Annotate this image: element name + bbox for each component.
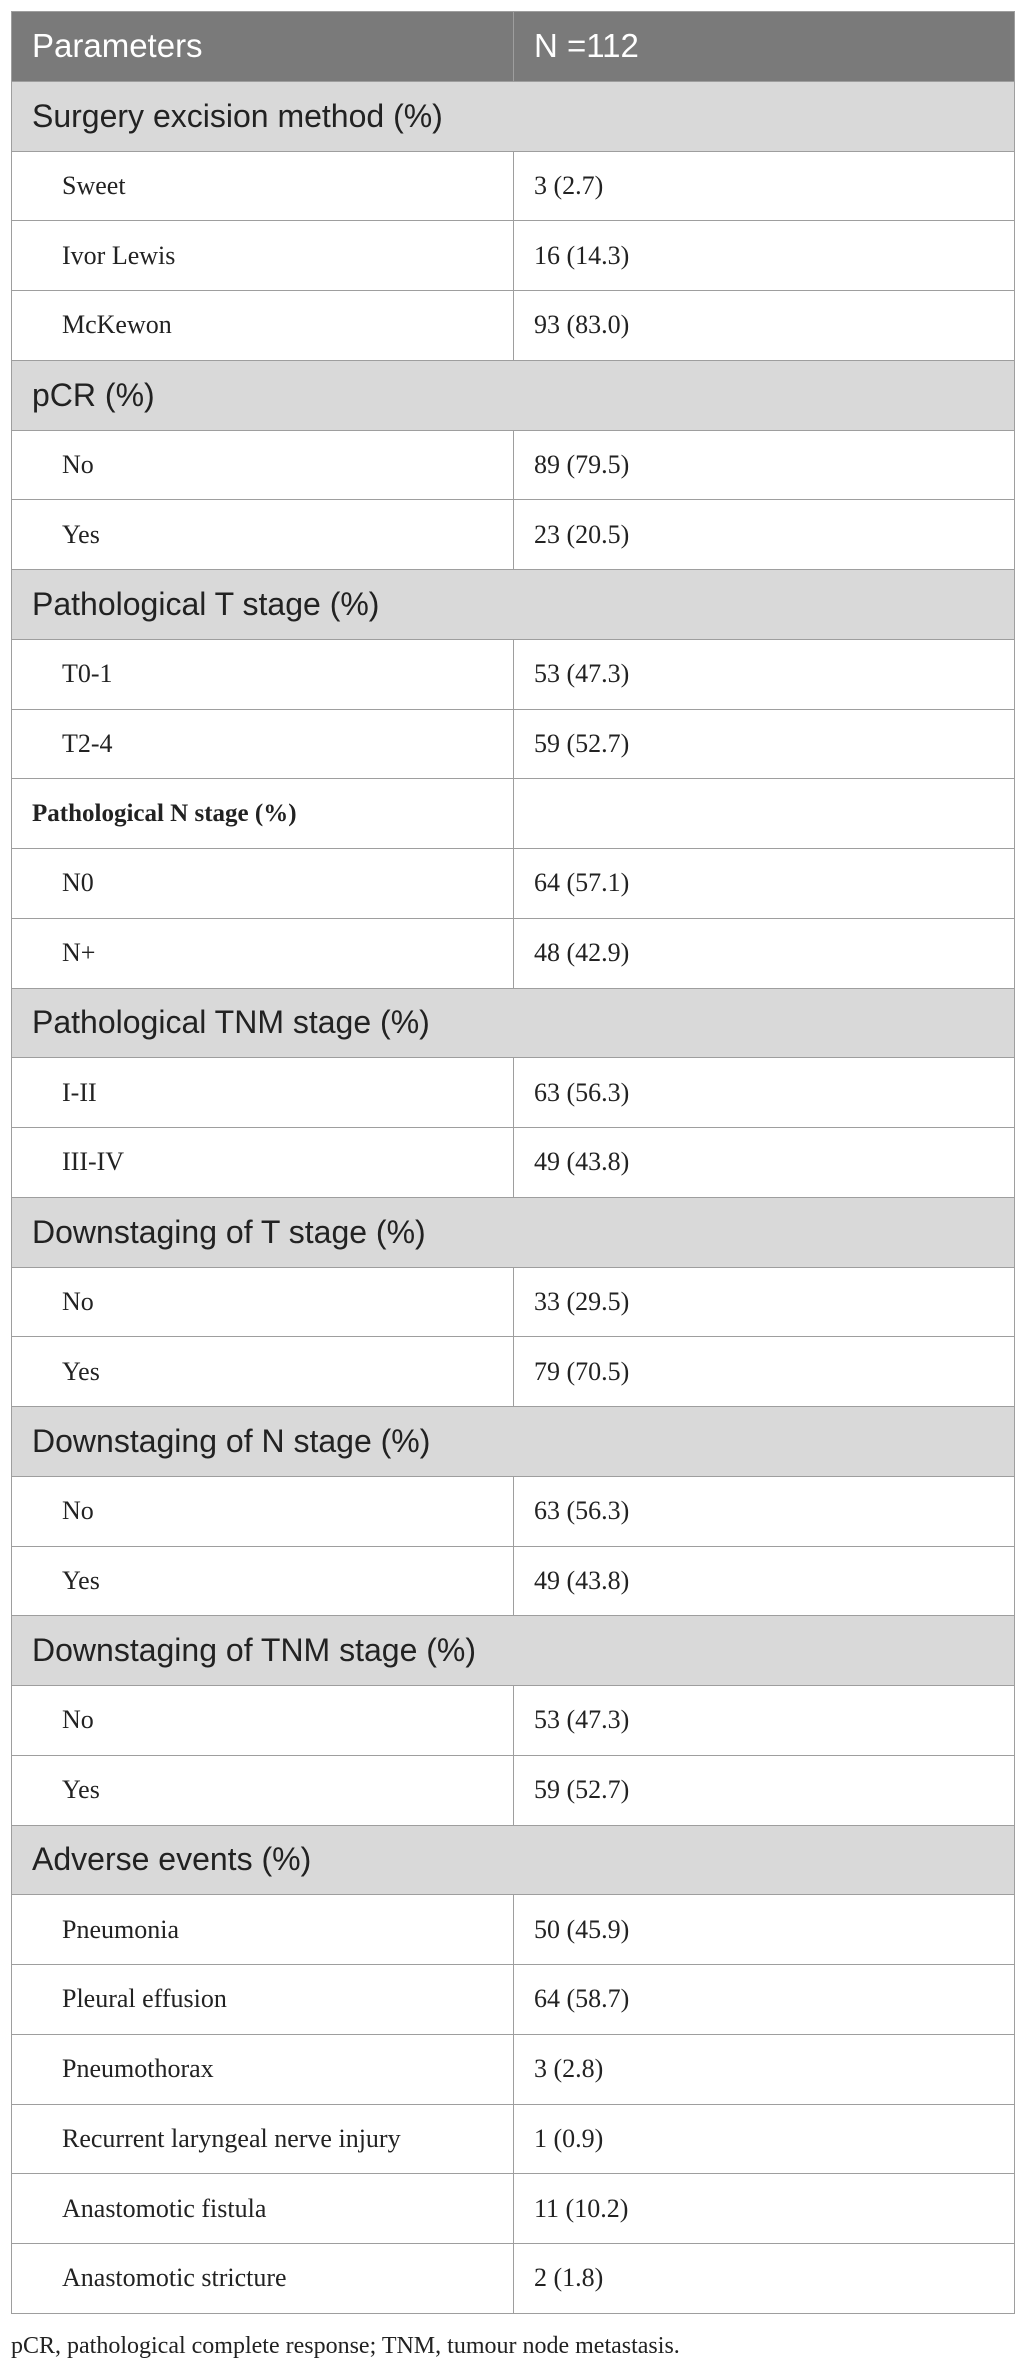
row-label: McKewon bbox=[12, 291, 514, 361]
section-title: pCR (%) bbox=[12, 360, 1015, 430]
row-value: 23 (20.5) bbox=[514, 500, 1015, 570]
section-title: Downstaging of N stage (%) bbox=[12, 1407, 1015, 1477]
row-value: 3 (2.8) bbox=[514, 2034, 1015, 2104]
row-label: Anastomotic stricture bbox=[12, 2244, 514, 2314]
row-value: 53 (47.3) bbox=[514, 1686, 1015, 1756]
table-row bbox=[12, 151, 1015, 221]
table-row bbox=[12, 1476, 1015, 1546]
table-row bbox=[12, 1267, 1015, 1337]
row-value: 49 (43.8) bbox=[514, 1128, 1015, 1198]
table-footnote: pCR, pathological complete response; TNM, tumour node metastasis. bbox=[11, 2333, 680, 2359]
empty-cell bbox=[514, 779, 1015, 849]
table-row bbox=[12, 291, 1015, 361]
table-row bbox=[12, 2244, 1015, 2314]
row-value: 49 (43.8) bbox=[514, 1546, 1015, 1616]
table-row bbox=[12, 1895, 1015, 1965]
table-row bbox=[12, 1058, 1015, 1128]
row-label: Pneumonia bbox=[12, 1895, 514, 1965]
row-value: 50 (45.9) bbox=[514, 1895, 1015, 1965]
row-label: Yes bbox=[12, 1337, 514, 1407]
section-row bbox=[12, 1407, 1015, 1477]
table-row bbox=[12, 1755, 1015, 1825]
table-row bbox=[12, 1337, 1015, 1407]
table-row bbox=[12, 1686, 1015, 1756]
section-title: Pathological TNM stage (%) bbox=[12, 988, 1015, 1058]
table-row bbox=[12, 2034, 1015, 2104]
table-row bbox=[12, 430, 1015, 500]
row-label: No bbox=[12, 1686, 514, 1756]
row-label: No bbox=[12, 430, 514, 500]
section-title: Adverse events (%) bbox=[12, 1825, 1015, 1895]
row-value: 79 (70.5) bbox=[514, 1337, 1015, 1407]
row-value: 3 (2.7) bbox=[514, 151, 1015, 221]
row-label: Yes bbox=[12, 1755, 514, 1825]
row-value: 63 (56.3) bbox=[514, 1058, 1015, 1128]
table-row bbox=[12, 2104, 1015, 2174]
table-container bbox=[11, 11, 1014, 2314]
section-row bbox=[12, 1616, 1015, 1686]
row-value: 1 (0.9) bbox=[514, 2104, 1015, 2174]
row-label: T2-4 bbox=[12, 709, 514, 779]
section-row bbox=[12, 570, 1015, 640]
row-label: Yes bbox=[12, 500, 514, 570]
header-parameters: Parameters bbox=[12, 12, 514, 82]
row-label: III-IV bbox=[12, 1128, 514, 1198]
row-label: Sweet bbox=[12, 151, 514, 221]
row-value: 64 (57.1) bbox=[514, 849, 1015, 919]
section-row bbox=[12, 360, 1015, 430]
table-row bbox=[12, 1128, 1015, 1198]
table-row bbox=[12, 1965, 1015, 2035]
row-label: I-II bbox=[12, 1058, 514, 1128]
row-value: 63 (56.3) bbox=[514, 1476, 1015, 1546]
table-row bbox=[12, 709, 1015, 779]
row-label: Yes bbox=[12, 1546, 514, 1616]
table-row bbox=[12, 849, 1015, 919]
row-value: 89 (79.5) bbox=[514, 430, 1015, 500]
row-value: 59 (52.7) bbox=[514, 709, 1015, 779]
row-label: Ivor Lewis bbox=[12, 221, 514, 291]
row-label: T0-1 bbox=[12, 639, 514, 709]
parameters-table bbox=[11, 11, 1015, 2314]
row-value: 2 (1.8) bbox=[514, 2244, 1015, 2314]
table-row bbox=[12, 1546, 1015, 1616]
table-row bbox=[12, 918, 1015, 988]
row-label: No bbox=[12, 1476, 514, 1546]
row-value: 11 (10.2) bbox=[514, 2174, 1015, 2244]
section-row bbox=[12, 1825, 1015, 1895]
row-value: 48 (42.9) bbox=[514, 918, 1015, 988]
row-label: N+ bbox=[12, 918, 514, 988]
row-label: Pleural effusion bbox=[12, 1965, 514, 2035]
section-title: Downstaging of TNM stage (%) bbox=[12, 1616, 1015, 1686]
section-row bbox=[12, 1197, 1015, 1267]
table-row bbox=[12, 500, 1015, 570]
row-value: 33 (29.5) bbox=[514, 1267, 1015, 1337]
row-value: 59 (52.7) bbox=[514, 1755, 1015, 1825]
section-row bbox=[12, 779, 1015, 849]
row-label: Pneumothorax bbox=[12, 2034, 514, 2104]
section-title: Surgery excision method (%) bbox=[12, 81, 1015, 151]
section-title: Downstaging of T stage (%) bbox=[12, 1197, 1015, 1267]
row-label: Anastomotic fistula bbox=[12, 2174, 514, 2244]
row-value: 16 (14.3) bbox=[514, 221, 1015, 291]
table-row bbox=[12, 2174, 1015, 2244]
row-value: 64 (58.7) bbox=[514, 1965, 1015, 2035]
row-label: No bbox=[12, 1267, 514, 1337]
section-row bbox=[12, 988, 1015, 1058]
table-row bbox=[12, 221, 1015, 291]
row-value: 53 (47.3) bbox=[514, 639, 1015, 709]
table-header-row bbox=[12, 12, 1015, 82]
row-label: N0 bbox=[12, 849, 514, 919]
row-label: Recurrent laryngeal nerve injury bbox=[12, 2104, 514, 2174]
header-n: N =112 bbox=[514, 12, 1015, 82]
table-row bbox=[12, 639, 1015, 709]
section-title: Pathological N stage (%) bbox=[12, 779, 514, 849]
row-value: 93 (83.0) bbox=[514, 291, 1015, 361]
section-row bbox=[12, 81, 1015, 151]
section-title: Pathological T stage (%) bbox=[12, 570, 1015, 640]
